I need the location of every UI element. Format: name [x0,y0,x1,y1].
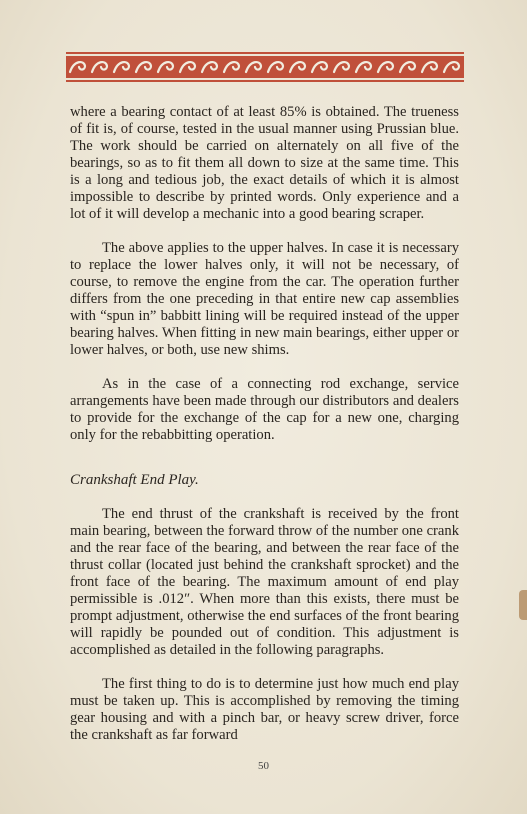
page-edge-tab [519,590,527,620]
paragraph-3: As in the case of a connecting rod exchange, service arrangements have been made through our distributors and dealers to provide for the exchange of the cap for a new one, charging only for the rebabbitting operation. [70,376,459,443]
section-paragraph-1: The end thrust of the crankshaft is received by the front main bearing, between the forward throw of the number one crank and the rear face of the bearing, and between the rear face of the thrust collar (located just behind the crankshaft sprocket) and the front face of the bearing. The maximum amount of end play permissible is .012″. When more than this exists, there must be prompt adjustment, otherwise the end surfaces of the front bearing will rapidly be pounded out of condition. This adjustment is accomplished as detailed in the following paragraphs. [70,506,459,658]
paragraph-2: The above applies to the upper halves. In case it is necessary to replace the lower halves only, it will not be necessary, of course, to remove the engine from the car. The operation further differs from the one preceding in that entire new cap assemblies with “spun in” babbitt lining will be required instead of the upper bearing halves. When fitting in new main bearings, either upper or lower halves, or both, use new shims. [70,240,459,358]
page-number: 50 [258,760,269,772]
decorative-wave-border [66,52,464,82]
paragraph-1: where a bearing contact of at least 85% is obtained. The trueness of fit is, of course, tested in the usual manner using Prussian blue. The work should be carried on alternately on all five of the bearings, so as to fit them all down to size at the same time. This is a long and tedious job, the exact details of which it is almost impossible to describe by printed words. Only experience and a lot of it will develop a mechanic into a good bearing scraper. [70,104,459,222]
section-paragraph-2: The first thing to do is to determine just how much end play must be taken up. This is accomplished by removing the timing gear housing and with a pinch bar, or heavy screw driver, force the crankshaft as far forward [70,676,459,743]
section-heading: Crankshaft End Play. [70,472,199,488]
main-text [70,104,459,744]
